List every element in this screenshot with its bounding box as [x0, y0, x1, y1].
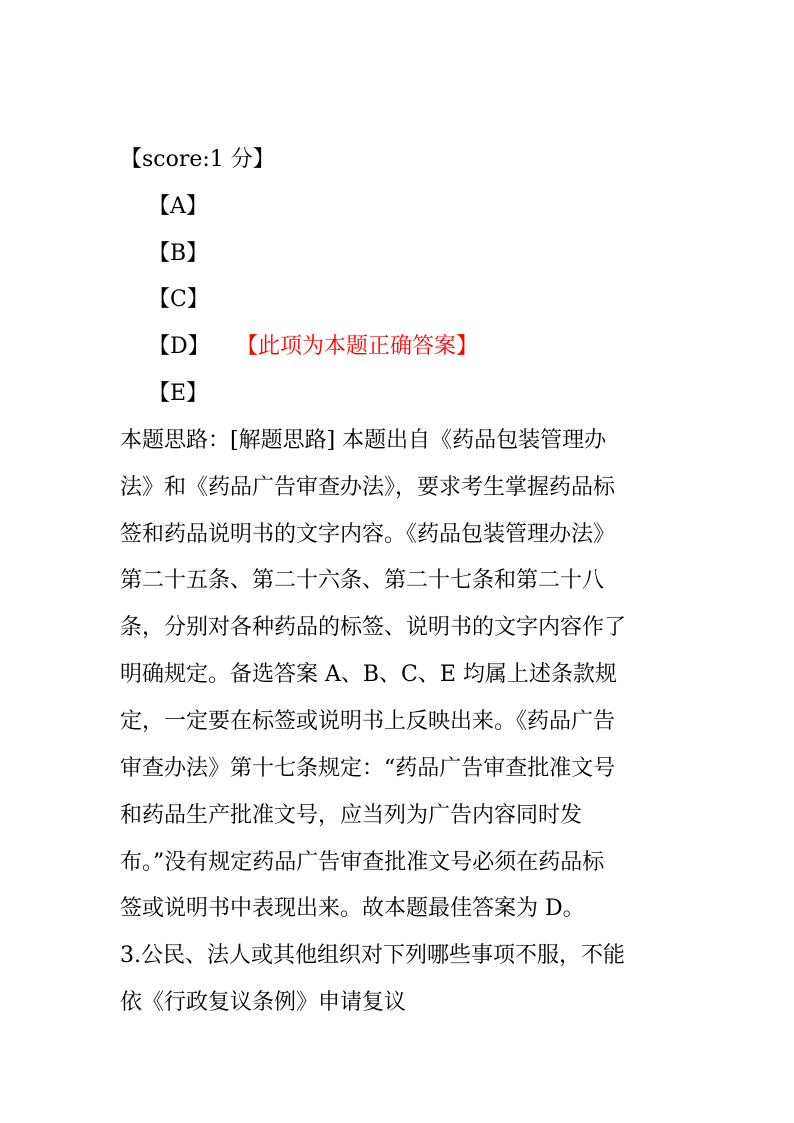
explanation-line: 定，一定要在标签或说明书上反映出来。《药品广告	[120, 709, 616, 734]
explanation-line: 条，分别对各种药品的标签、说明书的文字内容作了	[120, 615, 627, 640]
correct-answer-note: 【此项为本题正确答案】	[236, 334, 479, 359]
explanation-line: 和药品生产批准文号，应当列为广告内容同时发	[120, 803, 583, 828]
explanation-line: 明确规定。备选答案 A、B、C、E 均属上述条款规	[120, 662, 617, 687]
option-c: 【C】	[148, 287, 209, 312]
next-question-text: 3.公民、法人或其他组织对下列哪些事项不服，不能	[120, 943, 625, 968]
explanation-line: 布。”没有规定药品广告审查批准文号必须在药品标	[120, 850, 605, 875]
explanation-line: 签和药品说明书的文字内容。《药品包装管理办法》	[120, 522, 616, 547]
option-d: 【D】	[148, 334, 210, 359]
score-header: 【score:1 分】	[120, 147, 275, 172]
explanation-line: 第二十五条、第二十六条、第二十七条和第二十八	[120, 568, 605, 593]
explanation-line: 签或说明书中表现出来。故本题最佳答案为 D。	[120, 896, 585, 921]
explanation-line: 本题思路：[解题思路] 本题出自《药品包装管理办	[120, 428, 607, 453]
option-b: 【B】	[148, 241, 209, 266]
option-a: 【A】	[148, 194, 208, 219]
explanation-line: 审查办法》第十七条规定：“药品广告审查批准文号	[120, 756, 616, 781]
option-e: 【E】	[148, 381, 209, 406]
next-question-text: 依《行政复议条例》申请复议	[120, 990, 407, 1015]
explanation-line: 法》和《药品广告审查办法》，要求考生掌握药品标	[120, 475, 616, 500]
